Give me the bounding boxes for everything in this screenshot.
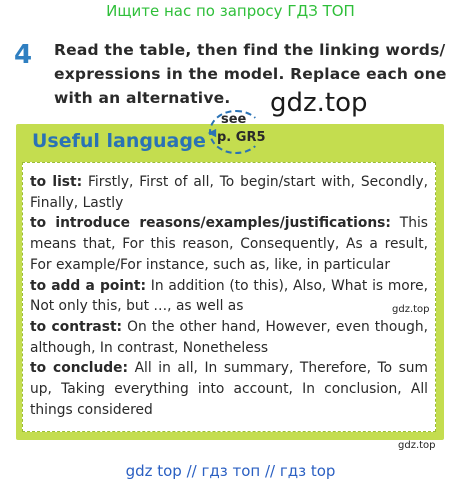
section-heading: to introduce reasons/examples/justifications: [30, 215, 391, 232]
see-label: see [221, 112, 247, 127]
useful-language-list [30, 172, 428, 420]
section-list [30, 172, 428, 213]
section-contrast [30, 317, 428, 358]
watermark-large: gdz.top [270, 88, 368, 118]
section-heading: to add a point: [30, 277, 146, 294]
bottom-banner: gdz top // гдз топ // гдз top [125, 462, 336, 480]
see-reference-badge [205, 108, 267, 154]
watermark-small: gdz.top [392, 304, 430, 315]
task-instruction: Read the table, then find the linking words/ expressions in the model. Replace each one with an alternative. [54, 41, 447, 107]
section-conclude [30, 358, 428, 420]
section-text: This means that, For this reason, Consequently, As a result, For example/For instance, such as, like, in particular [30, 215, 428, 273]
see-page-ref: p. GR5 [217, 130, 266, 145]
top-banner: Ищите нас по запросу ГДЗ ТОП [106, 2, 355, 20]
section-text: Firstly, First of all, To begin/start with, Secondly, Finally, Lastly [30, 174, 428, 211]
arrow-icon: ◄ [205, 124, 219, 140]
section-reasons [30, 213, 428, 275]
section-text: All in all, In summary, Therefore, To sum up, Taking everything into account, In conclusion, All things considered [30, 360, 428, 418]
task-number: 4 [14, 40, 33, 70]
section-heading: to list: [30, 174, 83, 190]
section-add-point [30, 276, 428, 317]
useful-language-title: Useful language [32, 130, 206, 152]
watermark-small: gdz.top [398, 440, 436, 451]
section-heading: to contrast: [30, 318, 123, 335]
section-text: In addition (to this), Also, What is more, Not only this, but …, as well as [30, 277, 428, 315]
section-heading: to conclude: [30, 360, 129, 377]
section-text: On the other hand, However, even though, although, In contrast, Nonetheless [30, 318, 428, 356]
